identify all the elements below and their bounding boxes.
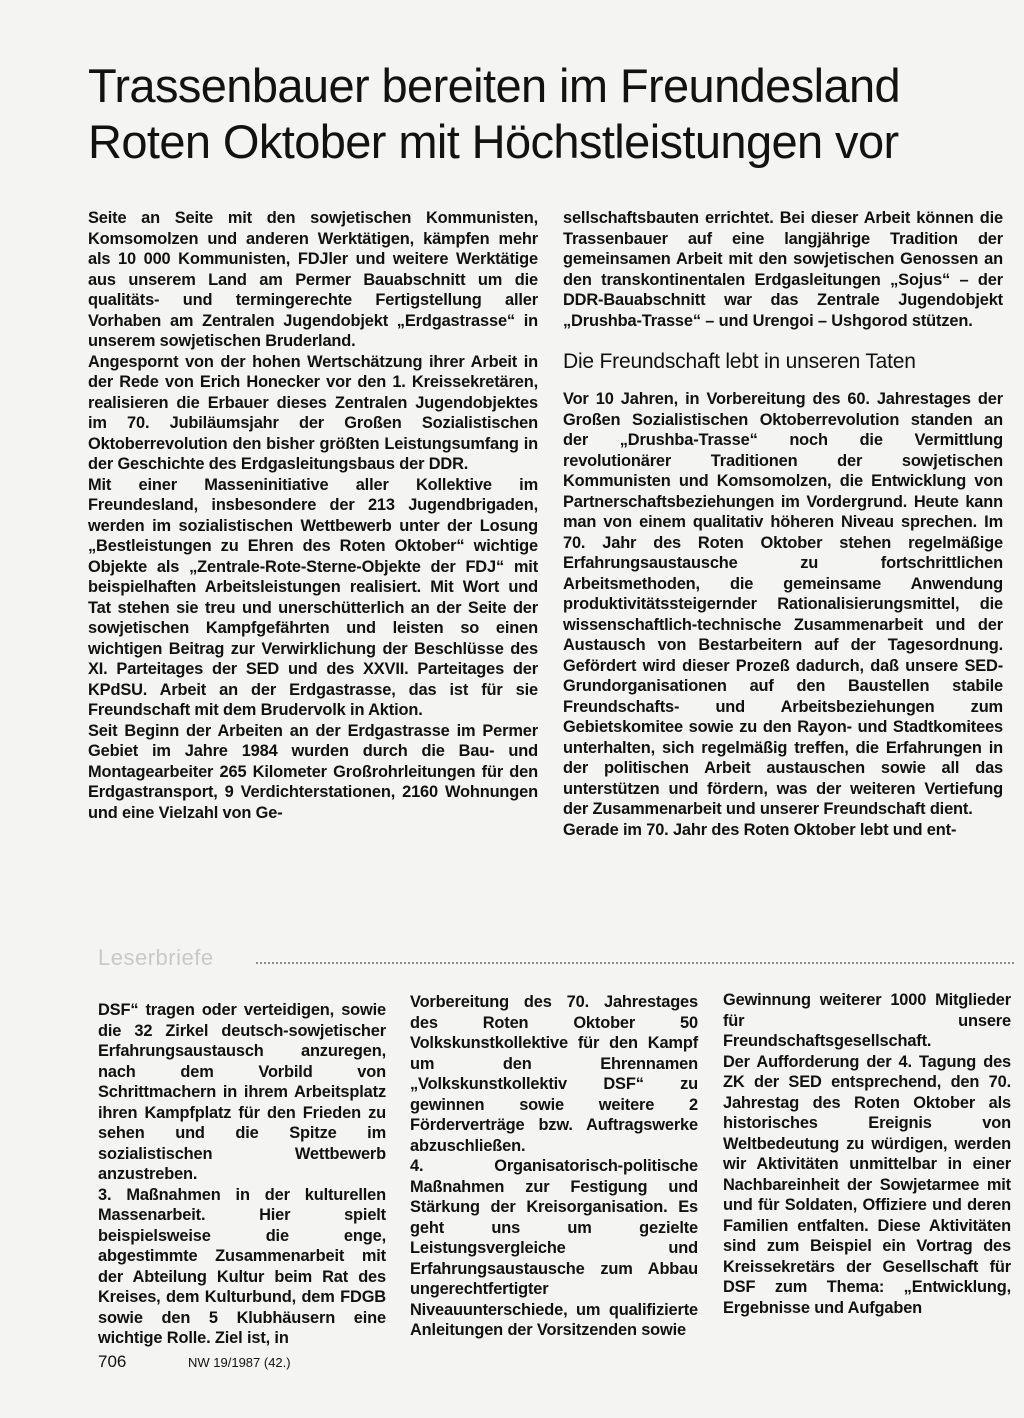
rubric-divider [256,962,1014,964]
paragraph: Angespornt von der hohen Wertschätzung ihrer Arbeit in der Rede von Erich Honecker vor den 1. Kreissekretären, realisieren die Erbauer dieses Zentralen Jugendobjektes im 70. Jubiläumsjahr der Großen Sozialistischen Oktoberrevolution den bisher größten Leistungsumfang in der Geschichte des Erdgasleitungsbaus der DDR. [88,352,538,473]
headline-line-1: Trassenbauer bereiten im Freundesland [88,59,901,112]
paragraph: Seit Beginn der Arbeiten an der Erdgastrasse im Permer Gebiet im Jahre 1984 wurden durch die Bau- und Montagearbeiter 265 Kilometer Großrohrleitungen für den Erdgastransport, 9 Verdichterstationen, 2160 Wohnungen und eine Vielzahl von Ge- [88,721,538,822]
issue-label: NW 19/1987 (42.) [188,1355,291,1370]
paragraph: Seite an Seite mit den sowjetischen Kommunisten, Komsomolzen und anderen Werktätigen, kämpfen mehr als 10 000 Kommunisten, FDJler und weitere Werktätige aus unserem Land am Permer Bauabschnitt um die qualitäts- und termingerechte Fertigstellung aller Vorhaben am Zentralen Jugendobjekt „Erdgastrasse“ in unserem sowjetischen Bruderland. [88,209,538,350]
paragraph: Vorbereitung des 70. Jahrestages des Roten Oktober 50 Volkskunstkollektive für den Kampf um den Ehrennamen „Volkskunstkollektiv DSF“ zu gewinnen sowie weitere 2 Förderverträge bzw. Auftragswerke abzuschließen. [410,993,698,1155]
paragraph: Vor 10 Jahren, in Vorbereitung des 60. Jahrestages der Großen Sozialistischen Oktoberrevolution standen an der „Drushba-Trasse“ noch die Vermittlung revolutionärer Traditionen der sowjetischen Kommunisten und Komsomolzen, die Entwicklung von Partnerschaftsbeziehungen im Vordergrund. Heute kann man von einem qualitativ höheren Niveau sprechen. Im 70. Jahr des Roten Oktober stehen regelmäßige Erfahrungsaustausche zu fortschrittlichen Arbeitsmethoden, die gemeinsame Anwendung produktivitätssteigernder Rationalisierungsmittel, die wissenschaftlich-technische Zusammenarbeit und der Austausch von Bestarbeitern auf der Tagesordnung. Gefördert wird dieser Prozeß dadurch, daß unsere SED-Grundorganisationen auf den Baustellen stabile Freundschafts- und Arbeitsbeziehungen zum Gebietskomitee sowie zu den Rayon- und Stadtkomitees unterhalten, sich regelmäßig treffen, die Erfahrungen in der politischen Arbeit austauschen sowie all das unterstützen und fördern, was der weiteren Vertiefung der Zusammenarbeit und unserer Freundschaft dient. [563,390,1003,818]
rubric-bar [98,945,1018,975]
paragraph: 4. Organisatorisch-politische Maßnahmen zur Festigung und Stärkung der Kreisorganisation. Es geht uns um gezielte Leistungsvergleiche und Erfahrungsaustausche zum Abbau ungerechtfertigter Niveauunterschiede, um qualifizierte Anleitungen der Vorsitzenden sowie [410,1157,698,1339]
article-column-right [563,208,1003,840]
paragraph: 3. Maßnahmen in der kulturellen Massenarbeit. Hier spielt beispielsweise die enge, abgestimmte Zusammenarbeit mit der Abteilung Kultur beim Rat des Kreises, dem Kulturbund, dem FDGB sowie den 5 Klubhäusern eine wichtige Rolle. Ziel ist, in [98,1185,386,1347]
letters-column-1 [98,1000,386,1349]
section-subheading: Die Freundschaft lebt in unseren Taten [563,350,916,373]
rubric-label: Leserbriefe [98,945,214,970]
paragraph: Der Aufforderung der 4. Tagung des ZK der SED entsprechend, den 70. Jahrestag des Roten Oktober als historisches Ereignis von Weltbedeutung zu würdigen, werden wir Aktivitäten unmittelbar in einer Nachbareinheit der Sowjetarmee mit und für Soldaten, Offiziere und deren Familien entfalten. Diese Aktivitäten sind zum Beispiel ein Vortrag des Kreissekretärs der Gesellschaft für DSF zum Thema: „Entwicklung, Ergebnisse und Aufgaben [723,1052,1011,1317]
headline-line-2: Roten Oktober mit Höchstleistungen vor [88,115,899,168]
paragraph: Gewinnung weiterer 1000 Mitglieder für unsere Freundschaftsgesellschaft. [723,991,1011,1050]
paragraph: DSF“ tragen oder verteidigen, sowie die 32 Zirkel deutsch-sowjetischer Erfahrungsaustausch anzuregen, nach dem Vorbild von Schrittmachern in ihrem Arbeitsplatz ihren Kampfplatz für den Frieden zu sehen und die Spitze im sozialistischen Wettbewerb anzustreben. [98,1001,386,1183]
paragraph: Gerade im 70. Jahr des Roten Oktober lebt und ent- [563,820,957,839]
paragraph: sellschaftsbauten errichtet. Bei dieser Arbeit können die Trassenbauer auf eine langjährige Tradition der gemeinsamen Arbeit mit den sowjetischen Genossen an den transkontinentalen Erdgasleitungen „Sojus“ – der DDR-Bauabschnitt war das Zentrale Jugendobjekt „Drushba-Trasse“ – und Urengoi – Ushgorod stützen. [563,209,1003,330]
page-number: 706 [98,1352,127,1371]
article-column-left [88,208,538,823]
headline [88,58,948,170]
letters-column-3 [723,990,1011,1318]
paragraph: Mit einer Masseninitiative aller Kollektive im Freundesland, insbesondere der 213 Jugendbrigaden, werden im sozialistischen Wettbewerb unter der Losung „Bestleistungen zu Ehren des Roten Oktober“ wichtige Objekte als „Zentrale-Rote-Sterne-Objekte der FDJ“ mit beispielhaften Arbeitsleistungen realisiert. Mit Wort und Tat stehen sie treu und unerschütterlich an der Seite der sowjetischen Kampfgefährten und leisten so einen wichtigen Beitrag zur Verwirklichung der Beschlüsse des XI. Parteitages der SED und des XXVII. Parteitages der KPdSU. Arbeit an der Erdgastrasse, das ist für sie Freundschaft mit dem Brudervolk in Aktion. [88,475,538,719]
letters-column-2 [410,992,698,1341]
